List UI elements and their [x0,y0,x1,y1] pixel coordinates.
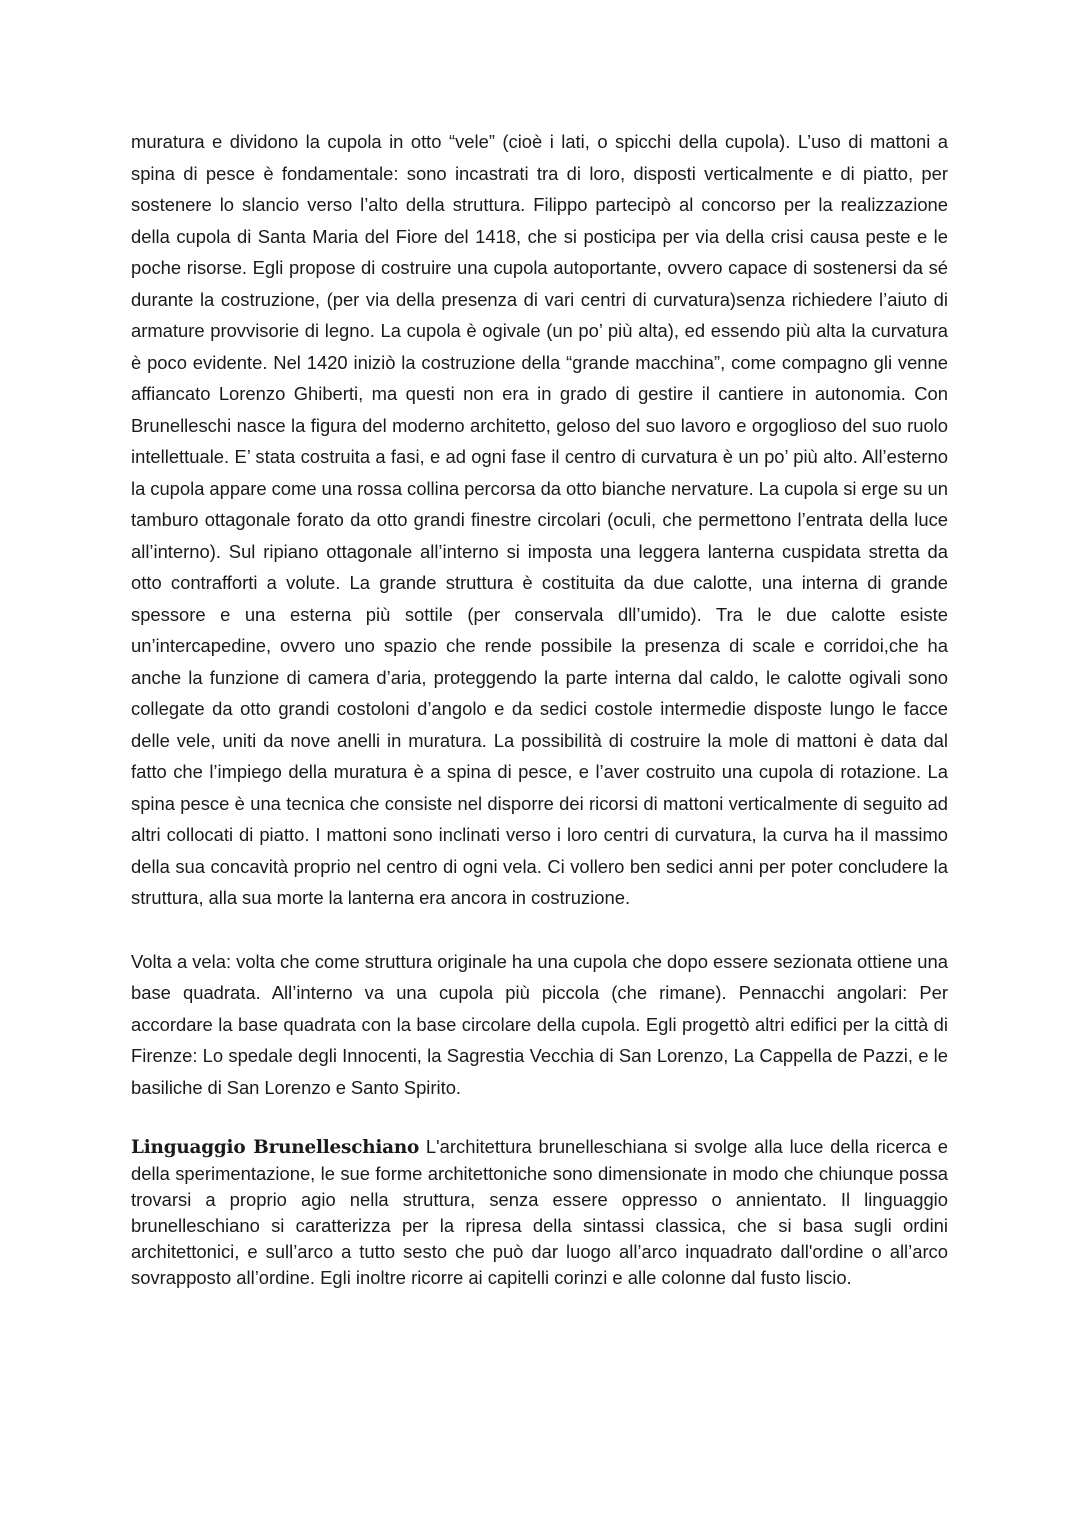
paragraph-volta-a-vela: Volta a vela: volta che come struttura originale ha una cupola che dopo essere sezionata ottiene una base quadrata. All’interno va una cupola più piccola (che rimane). Pennacchi angolari: Per accordare la base quadrata con la base circolare della cupola. Egli progettò altri edifici per la città di Firenze: Lo spedale degli Innocenti, la Sagrestia Vecchia di San Lorenzo, La Cappella de Pazzi, e le basiliche di San Lorenzo e Santo Spirito. [131,950,948,1098]
section-body: L'architettura brunelleschiana si svolge alla luce della ricerca e della sperimentazione, le sue forme architettoniche sono dimensionate in modo che chiunque possa trovarsi a proprio agio nella struttura, senza essere oppresso o annientato. Il linguaggio brunelleschiano si caratterizza per la ripresa della sintassi classica, che si basa sugli ordini architettonici, e sull’arco a tutto sesto che può dar luogo all’arco inquadrato dall'ordine o all’arco sovrapposto all’ordine. Egli inoltre ricorre ai capitelli corinzi e alle colonne dal fusto liscio. [131,1136,949,1288]
document-page [131,126,948,1309]
paragraph-cupola: muratura e dividono la cupola in otto “vele” (cioè i lati, o spicchi della cupola). L’uso di mattoni a spina di pesce è fondamentale: sono incastrati tra di loro, disposti verticalmente e di piatto, per sostenere lo slancio verso l’alto della struttura. Filippo partecipò al concorso per la realizzazione della cupola di Santa Maria del Fiore del 1418, che si posticipa per via della crisi causa peste e le poche risorse. Egli propose di costruire una cupola autoportante, ovvero capace di sostenersi da sé durante la costruzione, (per via della presenza di vari centri di curvatura)senza richiedere l’aiuto di armature provvisorie di legno. La cupola è ogivale (un po’ più alta), ed essendo più alta la curvatura è poco evidente. Nel 1420 iniziò la costruzione della “grande macchina”, come compagno gli venne affiancato Lorenzo Ghiberti, ma questi non era in grado di gestire il cantiere in autonomia. Con Brunelleschi nasce la figura del moderno architetto, geloso del suo lavoro e orgoglioso del suo ruolo intellettuale. E’ stata costruita a fasi, e ad ogni fase il centro di curvatura è un po’ più alto. All’esterno la cupola appare come una rossa collina percorsa da otto bianche nervature. La cupola si erge su un tamburo ottagonale forato da otto grandi finestre circolari (oculi, che permettono l’entrata della luce all’interno). Sul ripiano ottagonale all’interno si imposta una leggera lanterna cuspidata stretta da otto contrafforti a volute. La grande struttura è costituita da due calotte, una interna di grande spessore e una esterna più sottile (per conservala dll’umido). Tra le due calotte esiste un’intercapedine, ovvero uno spazio che rende possibile la presenza di scale e corridoi,che ha anche la funzione di camera d’aria, proteggendo la parte interna dal caldo, le calotte ogivali sono collegate da otto grandi costoloni d’angolo e da sedici costole intermedie disposte lungo le facce delle vele, uniti da nove anelli in muratura. La possibilità di costruire la mole di mattoni è data dal fatto che l’impiego della muratura è a spina di pesce, e l’aver costruito una cupola di rotazione. La spina pesce è una tecnica che consiste nel disporre dei ricorsi di mattoni verticalmente di seguito ad altri collocati di piatto. I mattoni sono inclinati verso i loro centri di curvatura, la curva ha il massimo della sua concavità proprio nel centro di ogni vela. Ci vollero ben sedici anni per poter concludere la struttura, alla sua morte la lanterna era ancora in costruzione. [131,131,948,908]
section-linguaggio-brunelleschiano [131,1134,948,1291]
section-heading: Linguaggio Brunelleschiano [131,1137,420,1158]
